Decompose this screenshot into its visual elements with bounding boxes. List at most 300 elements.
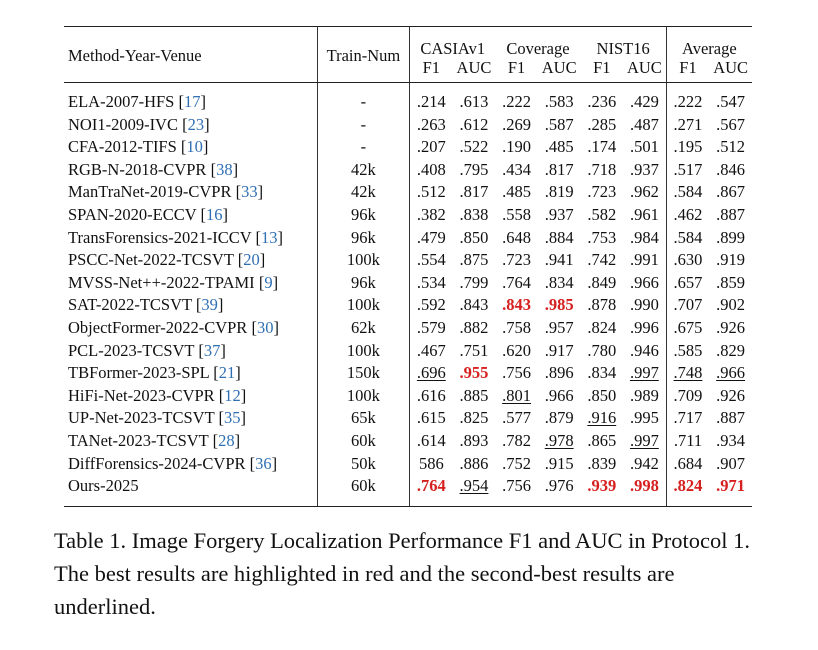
metric-value-cell: [538, 272, 581, 295]
metric-value: .429: [629, 92, 659, 112]
metric-value: .934: [716, 430, 746, 450]
metric-value-cell: [623, 159, 666, 182]
method-name: ObjectFormer-2022-CVPR: [68, 317, 248, 337]
metric-value-cell: [666, 294, 709, 317]
metric-value: .957: [544, 317, 574, 337]
table-row: [64, 453, 752, 476]
metric-value-cell: [538, 362, 581, 385]
metric-value-cell: [453, 272, 496, 295]
train-num-cell: 100k: [317, 385, 409, 408]
metric-value: .819: [544, 182, 574, 202]
train-num-cell: 42k: [317, 159, 409, 182]
metric-value: .843: [459, 295, 489, 315]
metric-value: .824: [673, 476, 703, 496]
metric-value-cell: [623, 453, 666, 476]
train-num-cell: 96k: [317, 272, 409, 295]
results-table-container: [64, 26, 752, 507]
header-method: Method-Year-Venue: [64, 27, 317, 83]
method-name-cell: RGB-N-2018-CVPR [38]: [68, 159, 239, 179]
metric-value: .998: [629, 476, 659, 496]
metric-value-cell: [410, 340, 453, 363]
method-name: Ours-2025: [68, 476, 139, 496]
metric-value-cell: [453, 83, 496, 114]
method-name-cell: ManTraNet-2019-CVPR [33]: [68, 182, 264, 202]
metric-value-cell: [709, 430, 752, 453]
metric-value-cell: [623, 385, 666, 408]
metric-value-cell: [495, 294, 538, 317]
metric-value-cell: [581, 204, 624, 227]
metric-value: .630: [673, 250, 703, 270]
metric-value: .707: [673, 295, 703, 315]
metric-value-cell: [538, 407, 581, 430]
metric-value: .751: [459, 340, 489, 360]
metric-value-cell: [623, 475, 666, 506]
metric-value-cell: [709, 317, 752, 340]
metric-value: .584: [673, 182, 703, 202]
metric-value-cell: [666, 83, 709, 114]
metric-value-cell: [666, 249, 709, 272]
metric-value: .207: [416, 137, 446, 157]
metric-value: .991: [629, 250, 659, 270]
metric-value: .222: [673, 92, 703, 112]
metric-value: .878: [587, 295, 617, 315]
metric-value-cell: [410, 227, 453, 250]
metric-value-cell: [666, 453, 709, 476]
metric-value-cell: [495, 181, 538, 204]
metric-value: .884: [544, 227, 574, 247]
metric-value-cell: [666, 475, 709, 506]
metric-value-cell: [709, 83, 752, 114]
metric-value: .966: [716, 363, 746, 383]
metric-value: .843: [502, 295, 532, 315]
metric-value-cell: [623, 272, 666, 295]
method-name-cell: TANet-2023-TCSVT [28]: [68, 430, 241, 450]
metric-value: .946: [629, 340, 659, 360]
metric-value: .174: [587, 137, 617, 157]
metric-value: .582: [587, 205, 617, 225]
method-name-cell: ObjectFormer-2022-CVPR [30]: [68, 317, 279, 337]
metric-value: .512: [416, 182, 446, 202]
metric-value-cell: [495, 430, 538, 453]
metric-value-cell: [709, 407, 752, 430]
metric-value: .675: [673, 317, 703, 337]
metric-value-cell: [538, 453, 581, 476]
metric-value-cell: [410, 362, 453, 385]
train-num-cell: 65k: [317, 407, 409, 430]
table-row: [64, 475, 752, 506]
metric-value: .887: [716, 408, 746, 428]
metric-value-cell: [581, 340, 624, 363]
citation-link[interactable]: 16: [206, 205, 223, 225]
method-name: PCL-2023-TCSVT: [68, 340, 195, 360]
citation-link[interactable]: 30: [256, 317, 274, 337]
metric-value: .285: [587, 114, 617, 134]
metric-value: .817: [544, 159, 574, 179]
citation-link[interactable]: 28: [218, 430, 235, 450]
method-name: UP-Net-2023-TCSVT: [68, 408, 215, 428]
metric-value-cell: [538, 159, 581, 182]
metric-value: .875: [459, 250, 489, 270]
metric-value: .917: [544, 340, 574, 360]
metric-value-cell: [709, 340, 752, 363]
metric-value: .966: [544, 385, 574, 405]
metric-value: .567: [716, 114, 746, 134]
metric-value: .849: [587, 272, 617, 292]
citation-link[interactable]: 36: [255, 453, 272, 473]
metric-value-cell: [453, 181, 496, 204]
metric-value: .236: [587, 92, 617, 112]
metric-value: .756: [502, 476, 532, 496]
metric-value: .222: [502, 92, 532, 112]
metric-value-cell: [666, 114, 709, 137]
citation-link[interactable]: 21: [218, 363, 236, 383]
metric-value-cell: [410, 407, 453, 430]
metric-value: .758: [502, 317, 532, 337]
train-num-cell: 62k: [317, 317, 409, 340]
metric-value: .893: [459, 430, 489, 450]
citation-link[interactable]: 13: [260, 227, 278, 247]
metric-value: .517: [673, 159, 703, 179]
metric-value-cell: [623, 430, 666, 453]
metric-value: .926: [716, 317, 746, 337]
metric-value-cell: [538, 83, 581, 114]
header-metric: AUC: [538, 59, 581, 83]
metric-value: .616: [416, 385, 446, 405]
train-num-cell: -: [317, 114, 409, 137]
metric-value: .984: [629, 227, 659, 247]
metric-value: .879: [544, 408, 574, 428]
metric-value-cell: [581, 385, 624, 408]
metric-value: .834: [587, 363, 617, 383]
header-group-casiav1: CASIAv1: [410, 27, 496, 60]
header-metric: AUC: [709, 59, 752, 83]
metric-value-cell: [666, 340, 709, 363]
metric-value-cell: [538, 430, 581, 453]
metric-value: .865: [587, 430, 617, 450]
metric-value-cell: [666, 362, 709, 385]
metric-value: .887: [716, 205, 746, 225]
method-name: TBFormer-2023-SPL: [68, 363, 210, 383]
method-name: HiFi-Net-2023-CVPR: [68, 385, 215, 405]
metric-value: .829: [716, 340, 746, 360]
metric-value-cell: [453, 407, 496, 430]
metric-value-cell: [623, 249, 666, 272]
citation-link[interactable]: 9: [264, 272, 273, 292]
metric-value-cell: [495, 407, 538, 430]
citation-link[interactable]: 12: [224, 385, 241, 405]
metric-value-cell: [453, 430, 496, 453]
table-row: [64, 227, 752, 250]
metric-value-cell: [410, 475, 453, 506]
method-name-cell: PSCC-Net-2022-TCSVT [20]: [68, 250, 266, 270]
metric-value-cell: [453, 362, 496, 385]
citation-link[interactable]: 35: [223, 408, 241, 428]
metric-value-cell: [495, 475, 538, 506]
citation-link[interactable]: 10: [186, 137, 203, 157]
metric-value: .976: [544, 476, 574, 496]
train-num-cell: 100k: [317, 294, 409, 317]
header-group-nist16: NIST16: [581, 27, 667, 60]
metric-value: .613: [459, 92, 489, 112]
citation-link[interactable]: 37: [203, 340, 221, 360]
method-name-cell: PCL-2023-TCSVT [37]: [68, 340, 226, 360]
table-row: [64, 114, 752, 137]
method-name-cell: SPAN-2020-ECCV [16]: [68, 205, 228, 225]
method-name: DiffForensics-2024-CVPR: [68, 453, 246, 473]
metric-value: .859: [716, 272, 746, 292]
metric-value: .711: [673, 430, 703, 450]
method-name-cell: HiFi-Net-2023-CVPR [12]: [68, 385, 247, 405]
metric-value: .487: [629, 114, 659, 134]
metric-value-cell: [410, 136, 453, 159]
metric-value-cell: [538, 227, 581, 250]
metric-value-cell: [581, 114, 624, 137]
metric-value: .780: [587, 340, 617, 360]
metric-value-cell: [410, 317, 453, 340]
table-row: [64, 249, 752, 272]
metric-value-cell: [410, 272, 453, 295]
metric-value: .615: [416, 408, 446, 428]
metric-value: .825: [459, 408, 489, 428]
metric-value: .752: [502, 453, 532, 473]
metric-value: .764: [416, 476, 446, 496]
citation-link[interactable]: 38: [216, 159, 233, 179]
method-name: NOI1-2009-IVC: [68, 114, 178, 134]
train-num-cell: 42k: [317, 181, 409, 204]
metric-value-cell: [666, 272, 709, 295]
metric-value: .834: [544, 272, 574, 292]
metric-value-cell: [666, 181, 709, 204]
method-name: MVSS-Net++-2022-TPAMI: [68, 272, 255, 292]
method-name: RGB-N-2018-CVPR: [68, 159, 207, 179]
metric-value: .985: [544, 295, 574, 315]
metric-value: .782: [502, 430, 532, 450]
metric-value-cell: [495, 385, 538, 408]
metric-value-cell: [453, 249, 496, 272]
metric-value-cell: [623, 83, 666, 114]
metric-value-cell: [709, 204, 752, 227]
metric-value: .955: [459, 363, 489, 383]
metric-value: .801: [502, 385, 532, 405]
metric-value-cell: [581, 453, 624, 476]
method-name-cell: CFA-2012-TIFS [10]: [68, 137, 209, 157]
train-num-cell: 96k: [317, 227, 409, 250]
metric-value-cell: [581, 249, 624, 272]
train-num-cell: 60k: [317, 475, 409, 506]
metric-value-cell: [709, 249, 752, 272]
citation-link[interactable]: 20: [243, 250, 260, 270]
metric-value: .718: [587, 159, 617, 179]
metric-value: .915: [544, 453, 574, 473]
header-group-average: Average: [666, 27, 752, 60]
metric-value-cell: [410, 294, 453, 317]
table-row: [64, 181, 752, 204]
metric-value: .696: [416, 363, 446, 383]
header-train-num: Train-Num: [317, 27, 409, 83]
method-name-cell: DiffForensics-2024-CVPR [36]: [68, 453, 278, 473]
metric-value-cell: [623, 362, 666, 385]
metric-value-cell: [410, 430, 453, 453]
citation-link[interactable]: 39: [201, 295, 218, 315]
metric-value-cell: [709, 114, 752, 137]
metric-value: .886: [459, 453, 489, 473]
method-name: SPAN-2020-ECCV: [68, 205, 197, 225]
metric-value-cell: [495, 249, 538, 272]
metric-value: .753: [587, 227, 617, 247]
table-row: [64, 317, 752, 340]
metric-value-cell: [581, 159, 624, 182]
train-num-cell: 96k: [317, 204, 409, 227]
metric-value: .989: [629, 385, 659, 405]
metric-value-cell: [581, 136, 624, 159]
metric-value: .961: [629, 205, 659, 225]
metric-value: .817: [459, 182, 489, 202]
metric-value: .522: [459, 137, 489, 157]
metric-value: .990: [629, 295, 659, 315]
metric-value-cell: [453, 385, 496, 408]
table-row: [64, 430, 752, 453]
metric-value-cell: [709, 136, 752, 159]
metric-value: .263: [416, 114, 446, 134]
method-name: CFA-2012-TIFS: [68, 137, 177, 157]
method-name-cell: SAT-2022-TCSVT [39]: [68, 295, 224, 315]
metric-value-cell: [709, 272, 752, 295]
metric-value: .996: [629, 317, 659, 337]
table-row: [64, 385, 752, 408]
metric-value: .885: [459, 385, 489, 405]
metric-value: .434: [502, 159, 532, 179]
method-name-cell: TransForensics-2021-ICCV [13]: [68, 227, 283, 247]
metric-value: .612: [459, 114, 489, 134]
header-metric: F1: [410, 59, 453, 83]
train-num-cell: 60k: [317, 430, 409, 453]
metric-value-cell: [623, 136, 666, 159]
metric-value: .850: [459, 227, 489, 247]
metric-value-cell: [453, 227, 496, 250]
train-num-cell: -: [317, 83, 409, 114]
train-num-cell: 100k: [317, 340, 409, 363]
metric-value: .846: [716, 159, 746, 179]
metric-value-cell: [495, 114, 538, 137]
citation-link[interactable]: 17: [183, 92, 201, 112]
metric-value: .799: [459, 272, 489, 292]
metric-value-cell: [666, 159, 709, 182]
header-metric: F1: [666, 59, 709, 83]
metric-value: .997: [629, 430, 659, 450]
metric-value-cell: [453, 114, 496, 137]
metric-value-cell: [495, 83, 538, 114]
metric-value-cell: [495, 362, 538, 385]
table-row: [64, 83, 752, 114]
metric-value-cell: [410, 114, 453, 137]
metric-value-cell: [538, 249, 581, 272]
metric-value: .867: [716, 182, 746, 202]
metric-value-cell: [623, 407, 666, 430]
results-table: [64, 26, 752, 507]
metric-value: .916: [587, 408, 617, 428]
table-row: [64, 272, 752, 295]
method-name: ELA-2007-HFS: [68, 92, 175, 112]
metric-value: .962: [629, 182, 659, 202]
metric-value: .971: [716, 476, 746, 496]
metric-value: .941: [544, 250, 574, 270]
metric-value: .723: [502, 250, 532, 270]
metric-value: .838: [459, 205, 489, 225]
method-name: ManTraNet-2019-CVPR: [68, 182, 232, 202]
metric-value: .592: [416, 295, 446, 315]
table-row: [64, 362, 752, 385]
metric-value: .577: [502, 408, 532, 428]
table-row: [64, 204, 752, 227]
metric-value: .479: [416, 227, 446, 247]
table-row: [64, 340, 752, 363]
metric-value-cell: [623, 317, 666, 340]
table-row: [64, 294, 752, 317]
metric-value: .620: [502, 340, 532, 360]
metric-value-cell: [709, 385, 752, 408]
metric-value-cell: [410, 453, 453, 476]
metric-value-cell: [495, 272, 538, 295]
metric-value-cell: [495, 227, 538, 250]
results-table-body: [64, 83, 752, 507]
metric-value: .723: [587, 182, 617, 202]
metric-value-cell: [581, 362, 624, 385]
metric-value-cell: [666, 136, 709, 159]
metric-value: .742: [587, 250, 617, 270]
metric-value: .584: [673, 227, 703, 247]
metric-value: .942: [629, 453, 659, 473]
metric-value: .684: [673, 453, 703, 473]
metric-value: .485: [544, 137, 574, 157]
metric-value-cell: [709, 227, 752, 250]
method-name: TransForensics-2021-ICCV: [68, 227, 252, 247]
citation-link[interactable]: 23: [187, 114, 205, 134]
metric-value: .764: [502, 272, 532, 292]
header-group-coverage: Coverage: [495, 27, 580, 60]
metric-value: .269: [502, 114, 532, 134]
metric-value: .926: [716, 385, 746, 405]
metric-value: .756: [502, 363, 532, 383]
metric-value-cell: [495, 204, 538, 227]
header-metric: F1: [495, 59, 538, 83]
metric-value-cell: [495, 317, 538, 340]
metric-value-cell: [581, 272, 624, 295]
metric-value: .195: [673, 137, 703, 157]
metric-value: .824: [587, 317, 617, 337]
metric-value: .547: [716, 92, 746, 112]
metric-value: .937: [544, 205, 574, 225]
metric-value: .271: [673, 114, 703, 134]
header-metric: F1: [581, 59, 624, 83]
metric-value-cell: [709, 159, 752, 182]
metric-value: .995: [629, 408, 659, 428]
metric-value-cell: [453, 453, 496, 476]
metric-value: .939: [587, 476, 617, 496]
metric-value-cell: [453, 475, 496, 506]
method-name: TANet-2023-TCSVT: [68, 430, 209, 450]
metric-value: .190: [502, 137, 532, 157]
metric-value: .795: [459, 159, 489, 179]
metric-value: .534: [416, 272, 446, 292]
train-num-cell: 50k: [317, 453, 409, 476]
metric-value-cell: [495, 159, 538, 182]
metric-value-cell: [623, 181, 666, 204]
metric-value-cell: [538, 317, 581, 340]
method-name-cell: MVSS-Net++-2022-TPAMI [9]: [68, 272, 279, 292]
metric-value-cell: [623, 204, 666, 227]
citation-link[interactable]: 33: [241, 182, 258, 202]
metric-value-cell: [495, 136, 538, 159]
